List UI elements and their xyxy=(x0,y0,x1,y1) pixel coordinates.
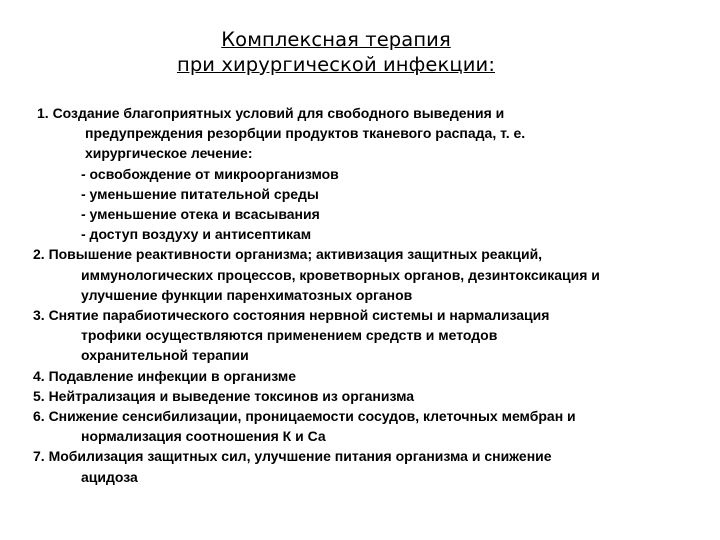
sub-item: - доступ воздуху и антисептикам xyxy=(81,226,312,243)
item-line: ацидоза xyxy=(81,468,138,485)
item-line: 7. Мобилизация защитных сил, улучшение питания организма и снижение xyxy=(33,448,552,465)
list-item xyxy=(33,305,717,366)
sub-item: - освобождение от микроорганизмов xyxy=(81,165,339,182)
item-line: 4. Подавление инфекции в организме xyxy=(33,367,296,384)
item-line: трофики осуществляются применением средств и методов xyxy=(81,327,498,344)
therapy-list xyxy=(33,103,717,487)
sub-item: - уменьшение питательной среды xyxy=(81,185,319,202)
list-item xyxy=(37,103,717,164)
sub-item: - уменьшение отека и всасывания xyxy=(81,206,320,223)
item-line: хирургическое лечение: xyxy=(85,145,253,162)
list-item xyxy=(33,386,717,406)
list-item xyxy=(33,366,717,386)
list-item xyxy=(33,446,717,486)
item-line: 3. Снятие парабиотического состояния нервной системы и нармализация xyxy=(33,307,550,324)
slide-title xyxy=(0,27,672,77)
list-item xyxy=(33,406,717,446)
item-line: 5. Нейтрализация и выведение токсинов из организма xyxy=(33,387,415,404)
item-line: 6. Снижение сенсибилизации, проницаемости сосудов, клеточных мембран и xyxy=(33,408,576,425)
item-line: нормализация соотношения К и Са xyxy=(81,428,326,445)
title-line-1: Комплексная терапия xyxy=(221,28,451,51)
list-item xyxy=(33,244,717,305)
item-line: 2. Повышение реактивности организма; активизация защитных реакций, xyxy=(33,246,543,263)
item-line: предупреждения резорбции продуктов тканевого распада, т. е. xyxy=(85,125,526,142)
item-line: иммунологических процессов, кроветворных органов, дезинтоксикация и xyxy=(81,266,600,283)
item-line: улучшение функции паренхиматозных органов xyxy=(81,286,413,303)
item-line: охранительной терапии xyxy=(81,347,249,364)
item-line: 1. Создание благоприятных условий для свободного выведения и xyxy=(37,105,505,121)
title-line-2: при хирургической инфекции: xyxy=(176,53,495,76)
